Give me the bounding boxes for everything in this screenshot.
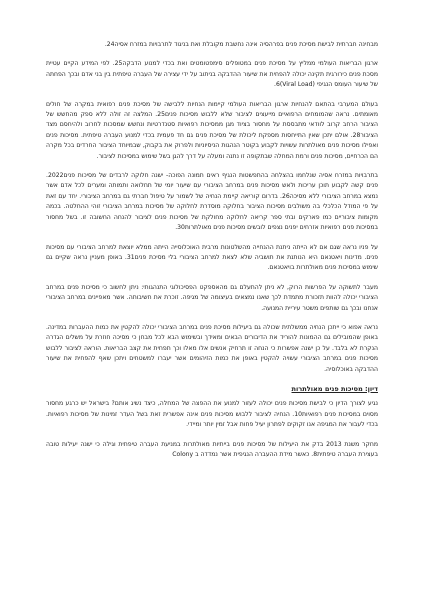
paragraph-2013-study: מחקר משנת 2013 בדק את היעילות של מסיכות פנים בייתיות מאולתרות במניעת העברה טיפתית וגילה כי ישנה יעילות טובה בעצירת העברה טיפתית8. כאשר מידת ההעברה הנגיפית אשר נמדדה ב Colony (46, 440, 378, 458)
paragraph-east-asia-culture: מבחינה חברתית לבישת מסיכת פנים בפרהסיה אינה נחשבת מקובלת ואת בניגוד לתרבויות במזרח אסיה24. (104, 41, 378, 48)
paragraph-public-behavior: על פניו נראה שגם אם לא הייתה ניתנת ההנחייה מהשלטונות מרבית האוכלוסייה הייתה ממלא יוצאת למרחב הציבורי עם מסיכות פנים. מדינות ויאטנאם היא הנותנת את תושביה שלא לצאת למרחב הציבורי בלי מסיכת פנים31. באופן מעניין נראה שקיים גם שימוש במסיכות פנים מאולתרות בויאטנאם. (46, 243, 378, 272)
paragraph-mask-availability: נגיע לצורך הדיון כי לבישת מסיכות פנים יכולה לעזור למנוע את ההפצה של המחלה, כיצד נשיג אותם? בישראל יש כרגע מחסור מסוים במסיכות פנים רפואיות10. הנחיה לציבור ללבוש מסיכות פנים אינה אפשרית זאת בשל העדר זמינות של מסיכות רפואיות. בכדי לעבור את המגיפה אנו זקוקים לפתרון יעיל פחות אבל זמין יותר ומיידי. (46, 400, 378, 429)
paragraph-who-recommendation: ארגון הבריאות העולמי ממליץ על מסיכת פנים במטופלים סימפטומטים ואת בכדי למנוע הדבקה25. לפי המידע הקיים עטיית מסכת פנים כירורגית תקינה יכולה להפחית את שיעור ההדבקה בניתוב על ידי עצירה של העברה טיפתית בין בני אדם ובכך הפחתה של שיעור העומס הנגיפי (Viral Load)6. (46, 60, 378, 89)
document-page (46, 40, 378, 469)
paragraph-east-asia-policy: בתרבויות במזרח אסיה שנלחמו בהצלחה בהתפשטות הנגיף ראים תמונה הפוכה- ישנה חלוקה לרבדים של מסיכות פנים2022. פנים קשה לקבוע תוכן עריכות ולאש מסיכות פנים במרחב הציבורי עם שיעור יומי של תחלואה ותמותה ומערים לכל אדם אשר נמצא במרחב הציבורי ללא מסיכה26. בדרום קוריאה קיימת הנחיה של לשמור על טיפול חברתי גם במרחב הציבורי. יחד עם זאת על פי המודל הכלכלי בה משולבים מסיכות הציבור בחלוקה מוסדרת לחלוקה של מסיכות במרחב הציבורי זוהי ההחלטה. בכמה מקומות ציבוריים כמו פארקים ובתי ספר קריאה לחלוקה מחולקת של מסיכות פנים לציבור להנחה החשובה זו. בשל מחסור במסיכות פנים רפואיות אזרחים יפנים נצפים לובשים מסיכות פנים מאולתרות30. (46, 172, 378, 232)
section-heading: דיון: מסיכות פנים מאולתרות (291, 384, 378, 393)
paragraph-western-guidelines: בעולם המערבי בהתאם להנחיות ארגון הבריאות העולמי קיימות הנחיות ללבישה של מסיכת פנים רפואית במקרה של חולים מאומתים. נראה שהמומחים הרפואיים מייעצים לציבור שלא ללבוש מסיכות פנים25. המלצה זה זולה ללא ספק מהחשש של הציבור הרחב קרוב לוודאי מתבססת על מחסור בציוד מגן ממסיכות רפואיות סטנדרטיות ונחשש שמסכות לחרוב ולהיחסם מצד הציבור28. אולם יתכן שאין התייחסות מספקת ליכולת של מסיכת פנים גם חד פעמית בכדי למנוע העברה טיפתית. מסיכות פנים ואפילו מסיכות פנים מאולתרות עשויות לקבוע בקוטר הנהגות הניסיוניות ולפרוק את בקבוק, שבמיוחד הציבור החרדים בכל מקרה הם הכרחיים, מסיכות פנים ורמת המחלה שבתקופה זו נתנה ומעלה על דרך להגן בשל שימוש במסיכות לציבור. (46, 100, 378, 160)
paragraph-psychological-aspect: מעבר לתשוקה על הפרשות הרוק, לא ניתן להתעלם גם מהאספקט הפסיכולוגי התנהגותי: ניתן לחשוב כי מסיכות פנים במרחב הציבורי יכולה להוות תזכורת מתמדת לכך שאנו נמצאים בעיצומה של מגיפה. זוכרת את חשיבותה. אשר מאפיינים במרחב הציבורי אנחנו ובכך גם שותפים משטר עיריית המנועה. (46, 283, 378, 312)
paragraph-policy-conclusion: נראה אפוא כי ייתכן הנחיה ממשלתית שכולה גם ביעילות מסיכת פנים במרחב הציבורי יכולה להקטין את כמות ההעברות במדינה. באופן שהמובילים גם ההמונות להוריד את הדיבורים הבאים ומאידך ובשימוש הבא לכל מבחן כי מסיכה חוזרת על משלים הגדרה הנקרת לא בלבד. על כן ישנה אפשרות כי הנחה זו תרחיק אנשים אלו מאלו וכך תפחית את קצב הבריאות. הוראה לציבור ללבוש מסיכות פנים במרחב הציבורי עשויה להקטין באופן את כמות הזיהומים אשר יעברו למשטחים ויתכן שאף להפחית את שיעור ההדבקה באוכלוסיה. (46, 323, 378, 373)
